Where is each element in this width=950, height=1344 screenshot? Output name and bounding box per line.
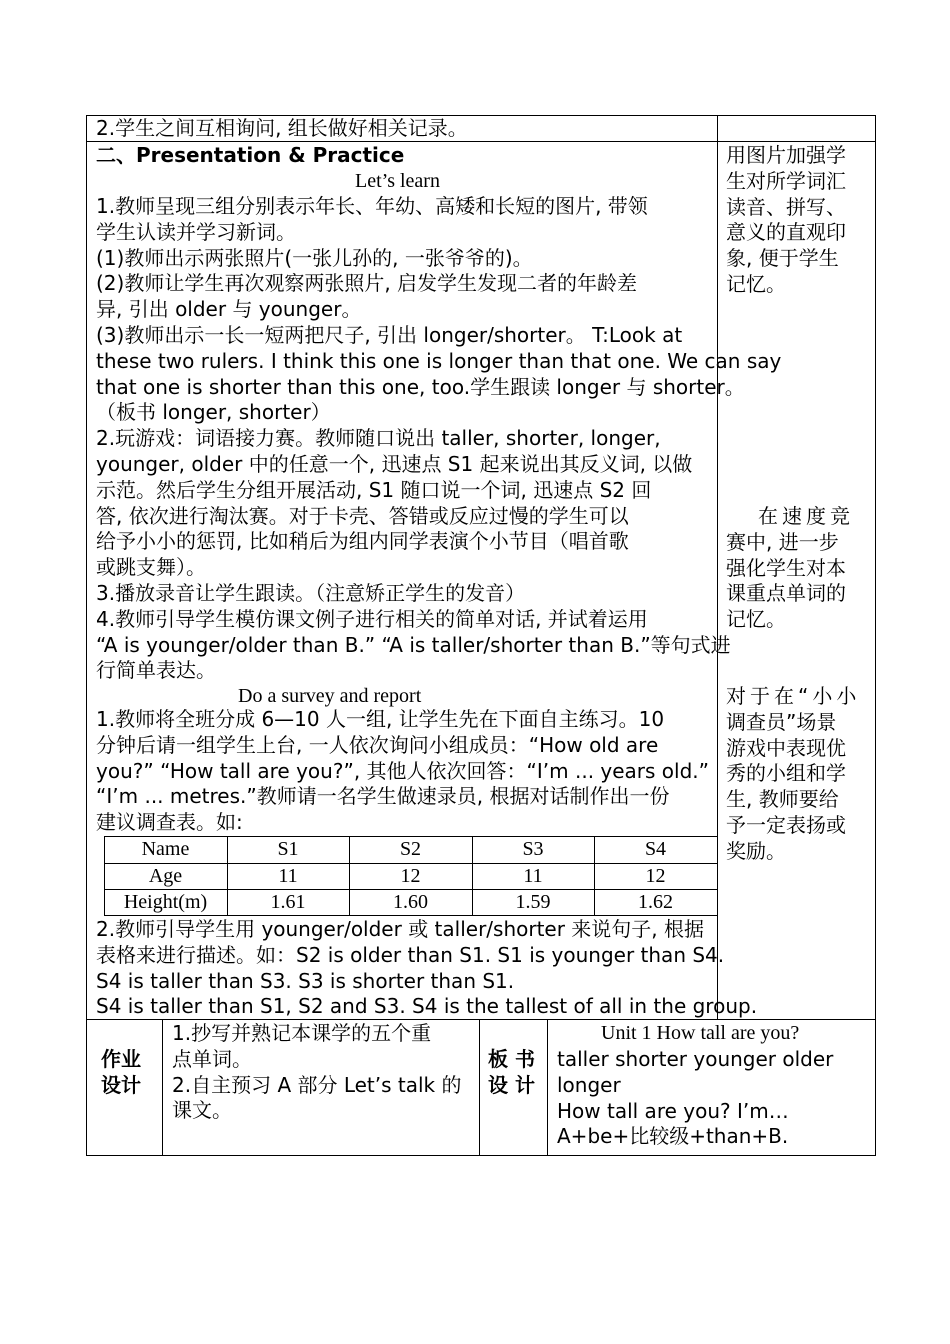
table-cell: Age bbox=[148, 865, 183, 887]
content-line: 示范。然后学生分组开展活动, S1 随口说一个词, 迅速点 S2 回 bbox=[96, 477, 652, 502]
content-line: 行简单表达。 bbox=[96, 658, 216, 683]
side-note-1 bbox=[726, 143, 870, 298]
survey-heading: Do a survey and report bbox=[238, 685, 422, 707]
lets-learn-heading: Let’s learn bbox=[355, 170, 440, 192]
side-note-line: 强化学生对本 bbox=[726, 555, 846, 580]
content-line: 分钟后请一组学生上台, 一人依次询问小组成员：“How old are bbox=[96, 732, 659, 757]
content-line: 1.教师将全班分成 6—10 人一组, 让学生先在下面自主练习。10 bbox=[96, 707, 665, 731]
side-note-line: 生, 教师要给 bbox=[726, 787, 839, 812]
content-line: 答, 依次进行淘汰赛。对于卡壳、答错或反应过慢的学生可以 bbox=[96, 503, 629, 528]
content-line: you?” “How tall are you?”, 其他人依次回答：“I’m ... years old.” bbox=[96, 758, 710, 783]
section-title: 二、Presentation & Practice bbox=[96, 143, 405, 167]
top-row-text: 2.学生之间互相询问, 组长做好相关记录。 bbox=[96, 116, 468, 140]
content-line: 2.玩游戏：词语接力赛。教师随口说出 taller, shorter, longer, bbox=[96, 426, 661, 451]
content-line: younger, older 中的任意一个, 迅速点 S1 起来说出其反义词, 以做 bbox=[96, 452, 693, 476]
table-cell: 1.62 bbox=[638, 891, 673, 913]
side-note-line: 读音、拼写、 bbox=[726, 194, 846, 219]
board-title: Unit 1 How tall are you? bbox=[601, 1022, 800, 1044]
board-line: A+be+比较级+than+B. bbox=[557, 1124, 789, 1149]
table-header-cell: S4 bbox=[644, 838, 667, 860]
content-line: 表格来进行描述。如：S2 is older than S1. S1 is younger than S4. bbox=[96, 942, 725, 967]
side-note-line: 用图片加强学 bbox=[726, 143, 846, 167]
side-note-line: 奖励。 bbox=[726, 838, 786, 863]
side-note-line: 调查员”场景 bbox=[726, 709, 837, 734]
side-note-line: 课重点单词的 bbox=[726, 581, 846, 606]
content-line: S4 is taller than S3. S3 is shorter than S1. bbox=[96, 968, 515, 993]
homework-label: 作业 设计 bbox=[101, 1047, 141, 1097]
homework-line: 1.抄写并熟记本课学的五个重 bbox=[172, 1021, 432, 1045]
content-line: 学生认读并学习新词。 bbox=[96, 219, 296, 244]
column-divider bbox=[162, 1019, 163, 1156]
homework-line: 2.自主预习 A 部分 Let’s talk 的 bbox=[172, 1072, 462, 1097]
content-line: these two rulers. I think this one is longer than that one. We can say bbox=[96, 348, 782, 373]
column-divider bbox=[479, 1019, 480, 1156]
content-line: (2)教师让学生再次观察两张照片, 启发学生发现二者的年龄差 bbox=[96, 271, 638, 296]
board-line: taller shorter younger older bbox=[557, 1047, 834, 1071]
content-line: “A is younger/older than B.” “A is taller/shorter than B.”等句式进 bbox=[96, 632, 731, 657]
content-line: 1.教师呈现三组分别表示年长、年幼、高矮和长短的图片, 带领 bbox=[96, 194, 648, 218]
board-label: 板 书 设 计 bbox=[488, 1047, 535, 1097]
homework-line: 点单词。 bbox=[172, 1046, 252, 1071]
table-header-cell: S2 bbox=[399, 838, 422, 860]
side-note-line: 意义的直观印 bbox=[726, 220, 846, 245]
side-note-2 bbox=[726, 504, 870, 633]
side-note-line: 对于在“小小 bbox=[726, 684, 861, 708]
table-cell: 12 bbox=[400, 865, 421, 887]
side-note-line: 记忆。 bbox=[726, 271, 786, 296]
side-note-line: 赛中, 进一步 bbox=[726, 529, 839, 554]
homework-line: 课文。 bbox=[172, 1098, 232, 1123]
table-cell: 12 bbox=[645, 865, 666, 887]
table-cell: 11 bbox=[278, 865, 298, 887]
table-cell: 1.61 bbox=[270, 891, 306, 913]
table-cell: 1.59 bbox=[515, 891, 551, 913]
table-header-cell: Name bbox=[141, 838, 190, 860]
table-cell: 1.60 bbox=[393, 891, 428, 913]
content-line: (3)教师出示一长一短两把尺子, 引出 longer/shorter。 T:Look at bbox=[96, 323, 683, 347]
side-note-3 bbox=[726, 684, 870, 865]
content-line: “I’m ... metres.”教师请一名学生做速录员, 根据对话制作出一份 bbox=[96, 784, 670, 809]
content-line: 异, 引出 older 与 younger。 bbox=[96, 297, 362, 322]
content-line: 3.播放录音让学生跟读。（注意矫正学生的发音） bbox=[96, 581, 526, 605]
table-cell: 11 bbox=[523, 865, 543, 887]
column-divider bbox=[717, 115, 718, 1020]
column-divider bbox=[547, 1019, 548, 1156]
content-line: 2.教师引导学生用 younger/older 或 taller/shorter 来说句子, 根据 bbox=[96, 917, 705, 941]
side-note-line: 象, 便于学生 bbox=[726, 246, 839, 271]
content-line: that one is shorter than this one, too.学生跟读 longer 与 shorter。 bbox=[96, 374, 745, 399]
content-line: 4.教师引导学生模仿课文例子进行相关的简单对话, 并试着运用 bbox=[96, 606, 648, 631]
side-note-line: 记忆。 bbox=[726, 607, 786, 632]
board-line: longer bbox=[557, 1072, 621, 1097]
content-line: 或跳支舞）。 bbox=[96, 555, 206, 580]
content-line: 建议调查表。如: bbox=[96, 810, 243, 835]
table-header-cell: S3 bbox=[522, 838, 544, 860]
content-line: (1)教师出示两张照片(一张儿孙的, 一张爷爷的)。 bbox=[96, 245, 533, 270]
content-line: 给予小小的惩罚, 比如稍后为组内同学表演个小节目（唱首歌 bbox=[96, 529, 629, 554]
side-note-line: 予一定表扬或 bbox=[726, 812, 846, 837]
table-header-cell: S1 bbox=[277, 838, 299, 860]
side-note-line: 游戏中表现优 bbox=[726, 735, 846, 760]
side-note-line: 秀的小组和学 bbox=[726, 761, 846, 786]
board-line: How tall are you? I’m… bbox=[557, 1098, 789, 1123]
side-note-line: 生对所学词汇 bbox=[726, 168, 846, 193]
content-line: （板书 longer, shorter） bbox=[96, 400, 331, 425]
content-line: S4 is taller than S1, S2 and S3. S4 is the tallest of all in the group. bbox=[96, 994, 758, 1019]
side-note-line: 在速度竞 bbox=[758, 504, 854, 528]
table-cell: Height(m) bbox=[123, 891, 208, 913]
